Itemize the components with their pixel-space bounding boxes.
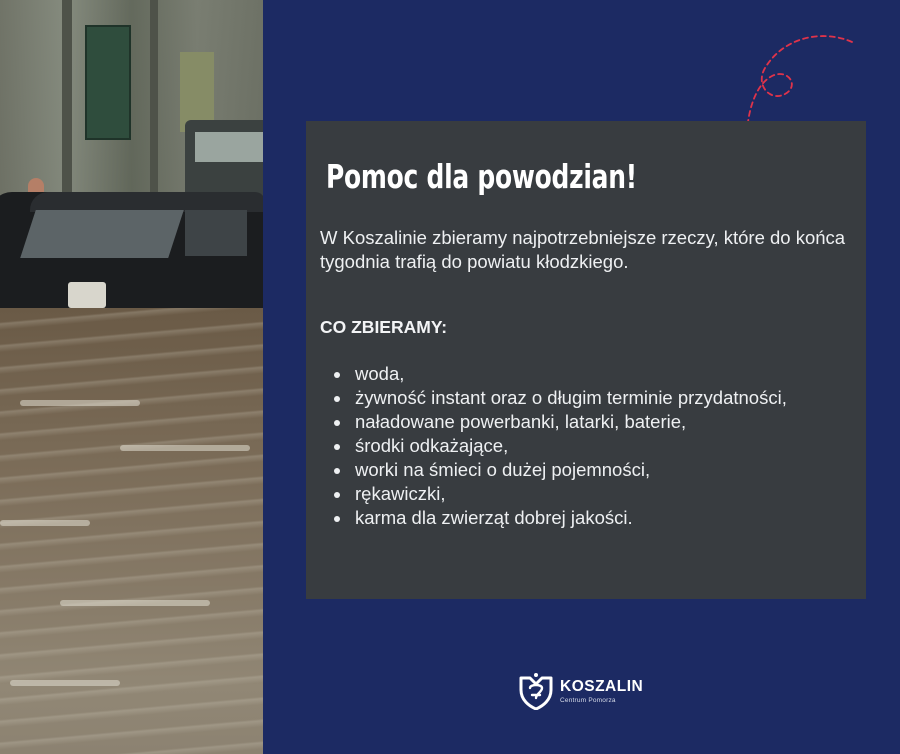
photo-car-windshield — [20, 210, 184, 258]
list-item: karma dla zwierząt dobrej jakości. — [320, 506, 850, 530]
logo-name: KOSZALIN — [560, 678, 644, 695]
photo-car-roof — [30, 192, 263, 212]
flood-photo — [0, 0, 263, 754]
photo-car-side-window — [185, 210, 247, 256]
list-item: żywność instant oraz o długim terminie przydatności, — [320, 386, 850, 410]
koszalin-logo — [518, 672, 643, 712]
list-item: środki odkażające, — [320, 434, 850, 458]
list-item: woda, — [320, 362, 850, 386]
photo-tree-trunk — [62, 0, 72, 210]
photo-water-ripple — [60, 600, 210, 606]
photo-car-headlight — [68, 282, 106, 308]
photo-water-ripple — [20, 400, 140, 406]
info-card — [306, 121, 866, 599]
photo-tree-trunk — [150, 0, 158, 210]
list-heading: CO ZBIERAMY: — [320, 317, 448, 337]
list-item: worki na śmieci o dużej pojemności, — [320, 458, 850, 482]
photo-water-ripple — [120, 445, 250, 451]
intro-text: W Koszalinie zbieramy najpotrzebniejsze rzeczy, które do końca tygodnia trafią do powiatu kłodzkiego. — [320, 227, 846, 272]
page-title: Pomoc dla powodzian! — [326, 157, 637, 196]
photo-flood-water — [0, 308, 263, 754]
list-item: rękawiczki, — [320, 482, 850, 506]
photo-bus-window — [195, 132, 263, 162]
donation-list — [320, 362, 850, 530]
photo-billboard — [85, 25, 131, 140]
photo-water-ripple — [0, 520, 90, 526]
koszalin-shield-icon — [518, 672, 554, 710]
list-item: naładowane powerbanki, latarki, baterie, — [320, 410, 850, 434]
photo-water-ripple — [10, 680, 120, 686]
logo-subtitle: Centrum Pomorza — [560, 697, 616, 704]
